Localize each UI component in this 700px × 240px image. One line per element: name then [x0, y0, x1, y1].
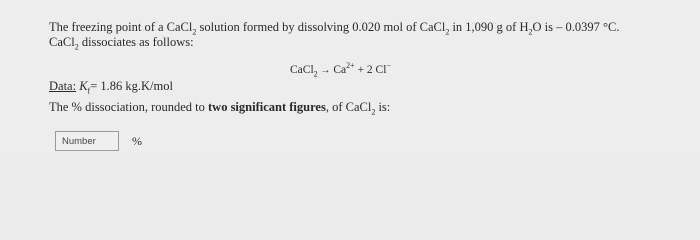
dissociation-equation	[290, 63, 391, 78]
question-line-1	[49, 20, 619, 35]
prompt-text: is:	[375, 100, 391, 114]
question-line-2	[49, 35, 194, 50]
prompt-emphasis: two significant figures	[208, 100, 326, 114]
question-text: dissociates as follows:	[78, 35, 194, 49]
subscript: f	[87, 86, 91, 96]
question-prompt	[49, 100, 390, 115]
prompt-text: The % dissociation, rounded to	[49, 100, 208, 114]
question-text: The freezing point of a CaCl	[49, 20, 193, 34]
input-placeholder: Number	[62, 136, 96, 147]
superscript: −	[386, 61, 391, 71]
question-text: solution formed by dissolving 0.020 mol of CaCl	[196, 20, 446, 34]
question-text: CaCl	[49, 35, 75, 49]
question-text: O is – 0.0397 °C.	[532, 20, 620, 34]
constant-value: = 1.86 kg.K/mol	[90, 79, 173, 93]
answer-unit: %	[132, 134, 142, 148]
prompt-text: , of CaCl	[325, 100, 372, 114]
equation-product: Ca	[330, 64, 347, 76]
answer-number-input[interactable]	[55, 131, 119, 151]
constant-symbol: K	[79, 79, 88, 93]
reaction-arrow-icon: →	[320, 65, 331, 76]
subscript: 2	[74, 42, 79, 52]
equation-reactant: CaCl	[290, 64, 314, 76]
subscript: 2	[528, 27, 533, 37]
question-text: in 1,090 g of H	[449, 20, 529, 34]
subscript: 2	[445, 27, 450, 37]
subscript: 2	[192, 27, 197, 37]
equation-product: + 2 Cl	[354, 64, 387, 76]
data-line	[49, 79, 173, 94]
data-label: Data:	[49, 79, 77, 93]
subscript: 2	[313, 69, 318, 79]
superscript: 2+	[346, 61, 355, 71]
subscript: 2	[371, 107, 376, 117]
